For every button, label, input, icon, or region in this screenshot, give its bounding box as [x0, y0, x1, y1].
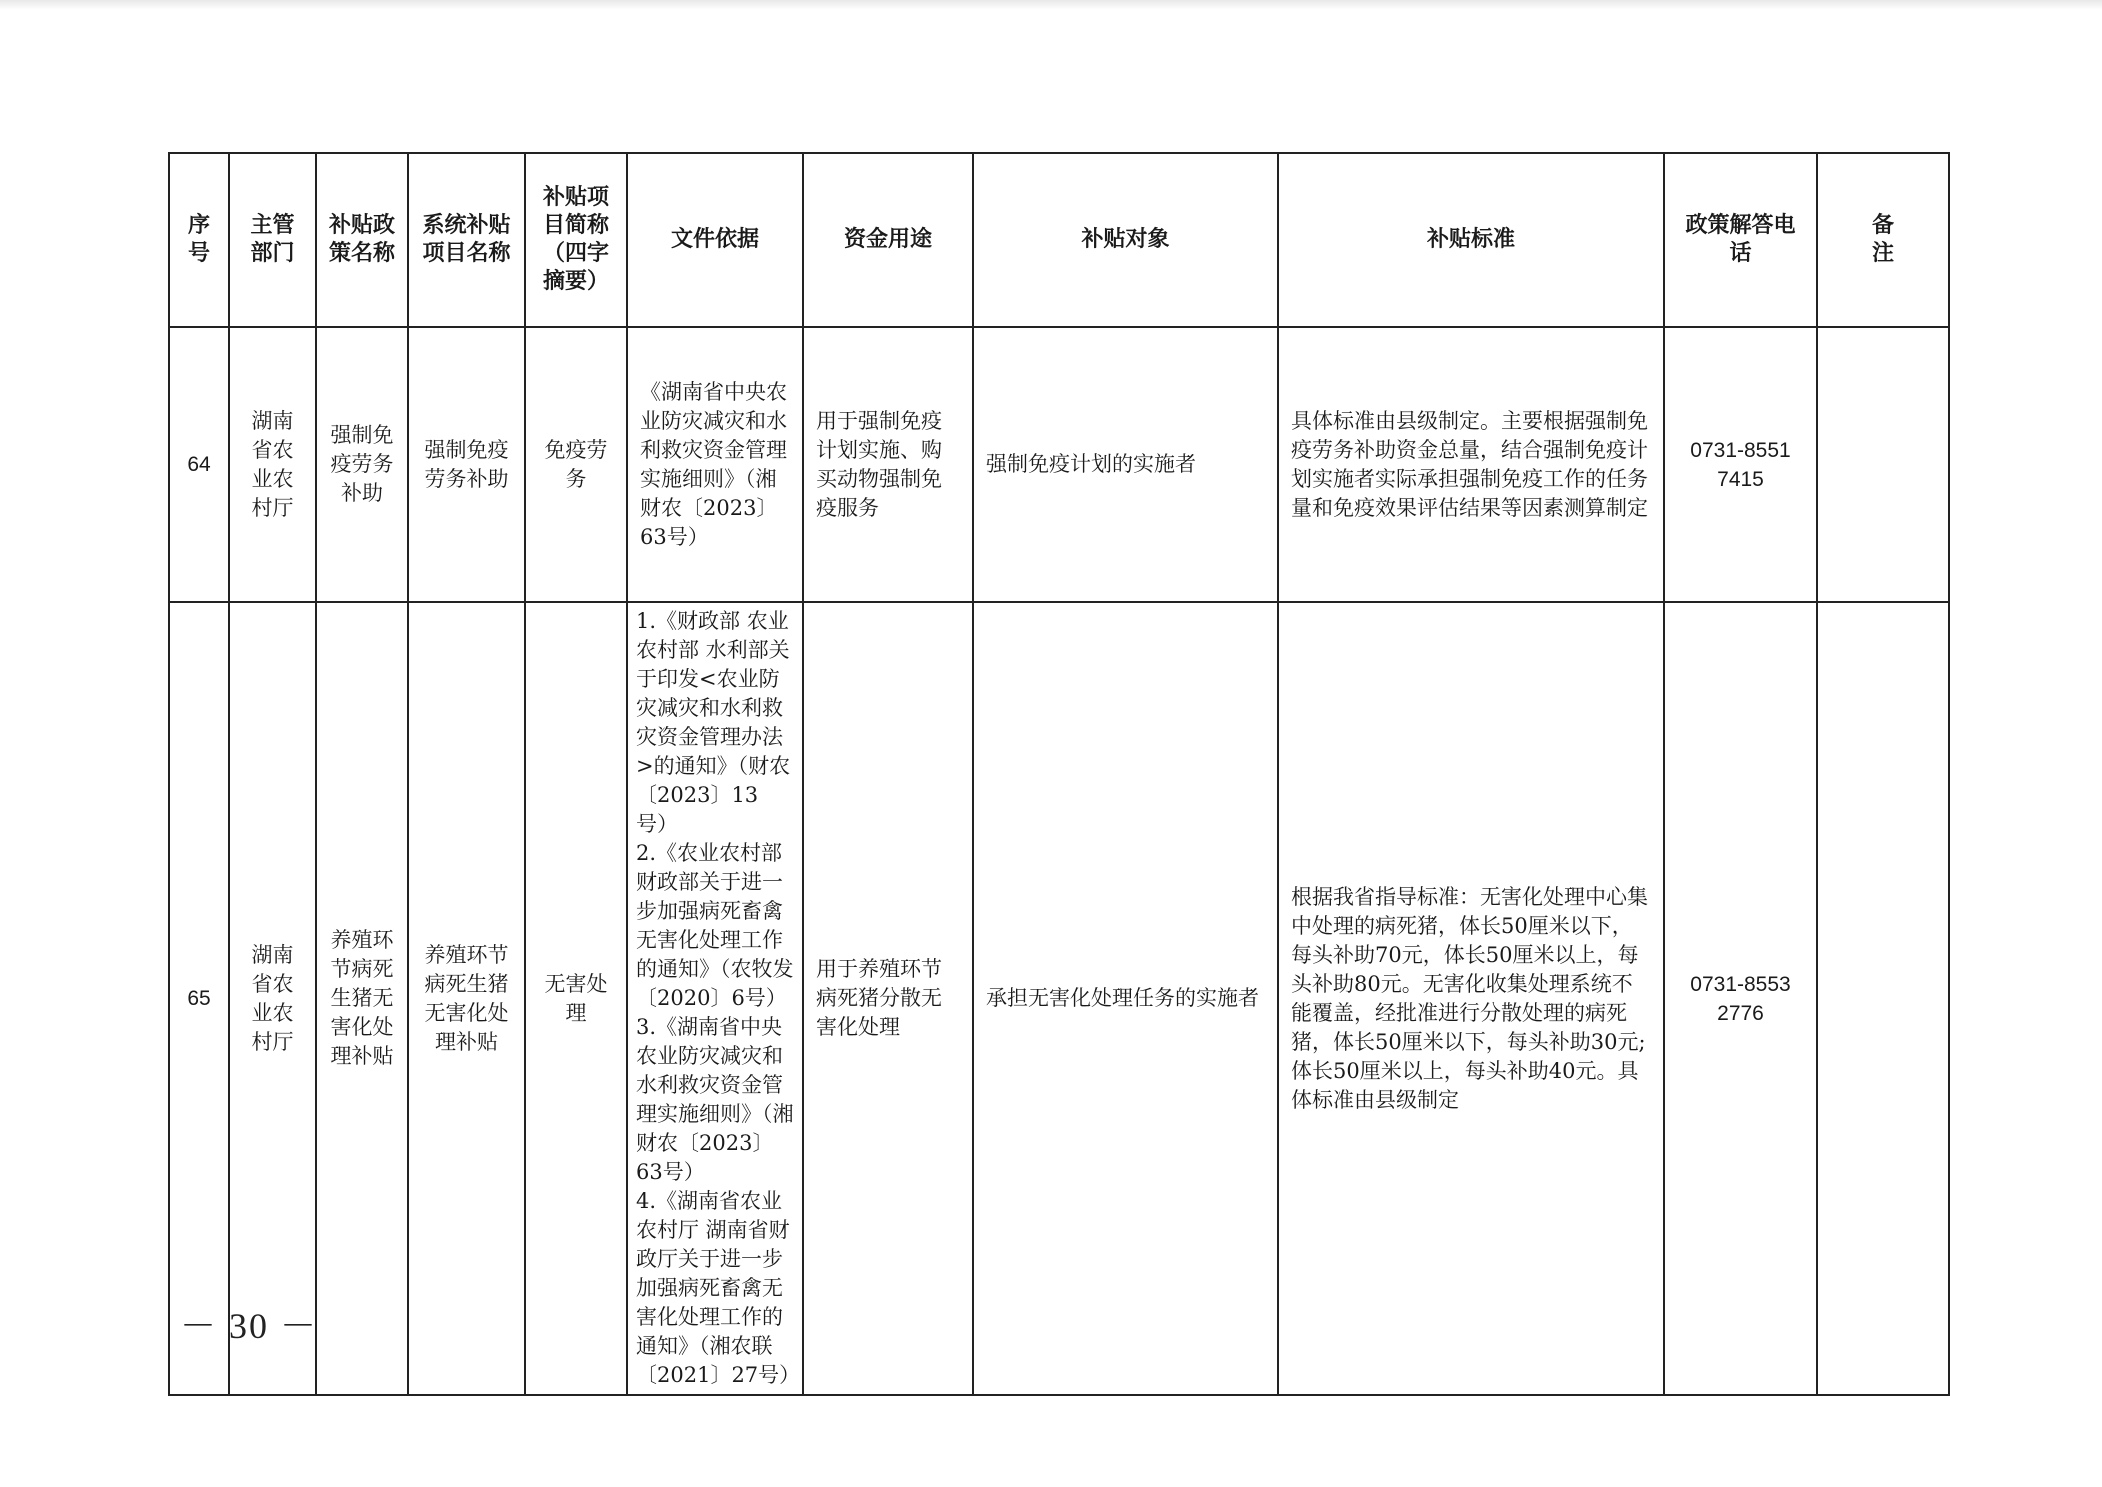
table-row	[169, 602, 1949, 1395]
row-standard: 具体标准由县级制定。主要根据强制免疫劳务补助资金总量，结合强制免疫计划实施者实际承担强制免疫工作的任务量和免疫效果评估结果等因素测算制定	[1278, 327, 1664, 602]
header-row	[169, 153, 1949, 327]
row-dept: 湖南 省农 业农 村厅	[229, 602, 316, 1395]
row-basis: 《湖南省中央农业防灾减灾和水利救灾资金管理实施细则》（湘财农〔2023〕63号）	[627, 327, 803, 602]
header-dept: 主管 部门	[229, 153, 316, 327]
row-system-item: 养殖环节 病死生猪 无害化处 理补贴	[408, 602, 525, 1395]
row-remark	[1817, 327, 1949, 602]
header-policy-name: 补贴政 策名称	[316, 153, 408, 327]
row-policy-name: 强制免 疫劳务 补助	[316, 327, 408, 602]
row-abbr: 免疫劳 务	[525, 327, 627, 602]
table-row	[169, 327, 1949, 602]
subsidy-policy-table	[168, 152, 1950, 1396]
header-standard: 补贴标准	[1278, 153, 1664, 327]
header-remark: 备 注	[1817, 153, 1949, 327]
row-abbr: 无害处 理	[525, 602, 627, 1395]
row-usage: 用于强制免疫计划实施、购买动物强制免疫服务	[803, 327, 973, 602]
row-basis: 1.《财政部 农业农村部 水利部关于印发<农业防灾减灾和水利救灾资金管理办法>的通知》（财农〔2023〕13号） 2.《农业农村部 财政部关于进一步加强病死畜禽无害化处理工作的通知》（农牧发〔2020〕6号） 3.《湖南省中央农业防灾减灾和水利救灾资金管理实施细则》（湘财农〔2023〕63号） 4.《湖南省农业农村厅 湖南省财政厅关于进一步加强病死畜禽无害化处理工作的通知》（湘农联〔2021〕27号）	[627, 602, 803, 1395]
header-abbr: 补贴项 目简称 （四字 摘要）	[525, 153, 627, 327]
row-dept: 湖南 省农 业农 村厅	[229, 327, 316, 602]
header-phone: 政策解答电 话	[1664, 153, 1817, 327]
row-target: 承担无害化处理任务的实施者	[973, 602, 1278, 1395]
header-system-item: 系统补贴 项目名称	[408, 153, 525, 327]
header-seq: 序 号	[169, 153, 229, 327]
row-usage: 用于养殖环节病死猪分散无害化处理	[803, 602, 973, 1395]
header-basis: 文件依据	[627, 153, 803, 327]
row-policy-name: 养殖环 节病死 生猪无 害化处 理补贴	[316, 602, 408, 1395]
row-seq: 65	[169, 602, 229, 1395]
row-target: 强制免疫计划的实施者	[973, 327, 1278, 602]
row-remark	[1817, 602, 1949, 1395]
row-system-item: 强制免疫 劳务补助	[408, 327, 525, 602]
row-phone: 0731-8553 2776	[1664, 602, 1817, 1395]
header-usage: 资金用途	[803, 153, 973, 327]
row-phone: 0731-8551 7415	[1664, 327, 1817, 602]
header-target: 补贴对象	[973, 153, 1278, 327]
row-seq: 64	[169, 327, 229, 602]
scan-edge	[0, 0, 2102, 10]
row-standard: 根据我省指导标准：无害化处理中心集中处理的病死猪，体长50厘米以下，每头补助70元，体长50厘米以上，每头补助80元。无害化收集处理系统不能覆盖，经批准进行分散处理的病死猪，体长50厘米以下，每头补助30元;体长50厘米以上，每头补助40元。具体标准由县级制定	[1278, 602, 1664, 1395]
page-number: － 30 －	[180, 1306, 319, 1346]
